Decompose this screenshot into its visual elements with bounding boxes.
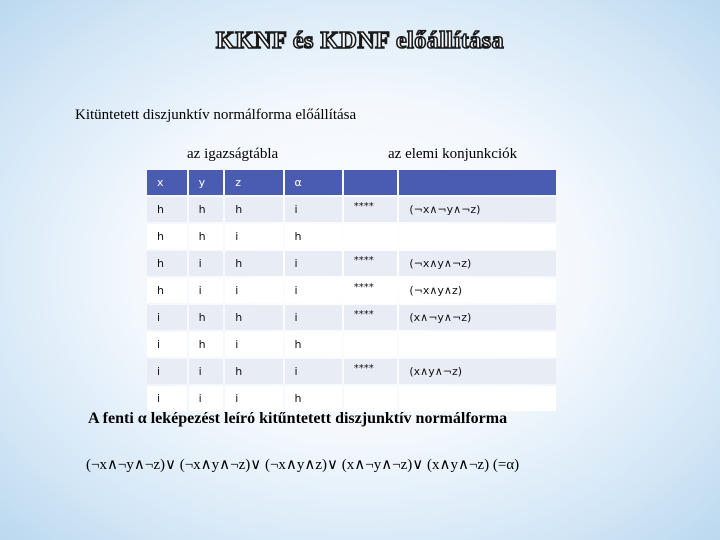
- cell-y: i: [189, 386, 224, 411]
- cell-mark: ****: [344, 359, 398, 384]
- cell-z: h: [225, 251, 282, 276]
- table-header-row: [147, 170, 556, 195]
- cell-z: h: [225, 305, 282, 330]
- cell-x: i: [147, 386, 187, 411]
- cell-z: i: [225, 224, 282, 249]
- cell-z: i: [225, 278, 282, 303]
- cell-z: h: [225, 359, 282, 384]
- header-conjunction: [399, 170, 556, 195]
- cell-conjunction: (x∧¬y∧¬z): [399, 305, 556, 330]
- conjunctions-label: az elemi konjunkciók: [388, 146, 518, 162]
- cell-x: h: [147, 278, 187, 303]
- header-x: x: [147, 170, 187, 195]
- cell-x: h: [147, 251, 187, 276]
- cell-mark: ****: [344, 278, 398, 303]
- cell-alpha: i: [285, 197, 342, 222]
- table-row: [147, 386, 556, 411]
- cell-mark: ****: [344, 305, 398, 330]
- cell-alpha: h: [285, 386, 342, 411]
- table-row: [147, 278, 556, 303]
- header-z: z: [225, 170, 282, 195]
- cell-alpha: h: [285, 332, 342, 357]
- cell-alpha: i: [285, 278, 342, 303]
- table-row: [147, 305, 556, 330]
- cell-mark: [344, 224, 398, 249]
- cell-z: i: [225, 386, 282, 411]
- truth-table-label: az igazságtábla: [187, 146, 279, 162]
- cell-y: h: [189, 332, 224, 357]
- cell-mark: [344, 386, 398, 411]
- cell-alpha: h: [285, 224, 342, 249]
- cell-alpha: i: [285, 251, 342, 276]
- cell-conjunction: (¬x∧y∧¬z): [399, 251, 556, 276]
- header-mark: [344, 170, 398, 195]
- cell-conjunction: [399, 386, 556, 411]
- header-y: y: [189, 170, 224, 195]
- cell-y: h: [189, 224, 224, 249]
- table-row: [147, 224, 556, 249]
- cell-conjunction: [399, 332, 556, 357]
- result-heading: A fenti α leképezést leíró kitűntetett diszjunktív normálforma: [88, 410, 508, 427]
- cell-conjunction: [399, 224, 556, 249]
- cell-y: i: [189, 359, 224, 384]
- page-title: KKNF és KDNF előállítása: [215, 28, 505, 54]
- cell-alpha: i: [285, 359, 342, 384]
- cell-alpha: i: [285, 305, 342, 330]
- cell-z: h: [225, 197, 282, 222]
- cell-y: h: [189, 305, 224, 330]
- cell-y: i: [189, 251, 224, 276]
- truth-table: [145, 168, 558, 413]
- table-row: [147, 197, 556, 222]
- cell-conjunction: (¬x∧¬y∧¬z): [399, 197, 556, 222]
- cell-conjunction: (x∧y∧¬z): [399, 359, 556, 384]
- table-row: [147, 332, 556, 357]
- cell-mark: [344, 332, 398, 357]
- cell-x: i: [147, 305, 187, 330]
- dnf-formula: (¬x∧¬y∧¬z)∨ (¬x∧y∧¬z)∨ (¬x∧y∧z)∨ (x∧¬y∧¬z)∨ (x∧y∧¬z) (=α): [86, 457, 520, 473]
- cell-mark: ****: [344, 251, 398, 276]
- table-row: [147, 359, 556, 384]
- cell-x: i: [147, 332, 187, 357]
- cell-y: h: [189, 197, 224, 222]
- cell-y: i: [189, 278, 224, 303]
- cell-x: h: [147, 224, 187, 249]
- section-subtitle: Kitüntetett diszjunktív normálforma előállítása: [75, 107, 357, 123]
- cell-conjunction: (¬x∧y∧z): [399, 278, 556, 303]
- header-alpha: α: [285, 170, 342, 195]
- cell-z: i: [225, 332, 282, 357]
- cell-x: i: [147, 359, 187, 384]
- table-row: [147, 251, 556, 276]
- cell-mark: ****: [344, 197, 398, 222]
- cell-x: h: [147, 197, 187, 222]
